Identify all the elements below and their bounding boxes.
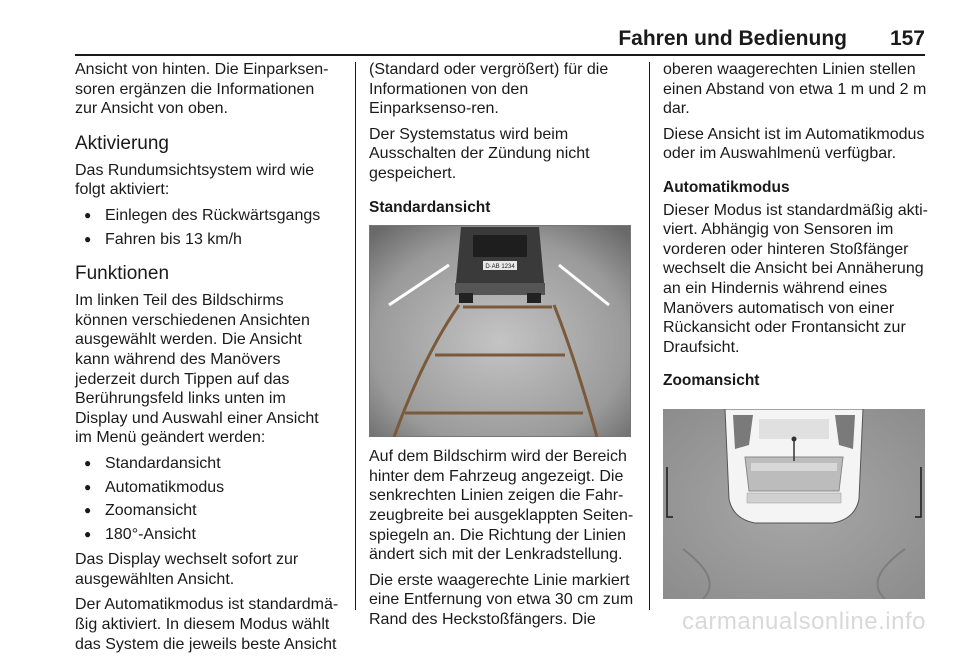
car-top-view — [725, 409, 863, 523]
license-plate: D·AB 1234 — [485, 264, 515, 271]
zoom-view-figure — [663, 409, 925, 599]
paragraph: Ansicht von hinten. Die Einparksen-soren ergänzen die Informationen zur Ansicht von oben. — [75, 61, 329, 118]
page-header — [75, 24, 925, 54]
paragraph: Das Display wechselt sofort zur ausgewählten Ansicht. — [75, 551, 299, 588]
paragraph: Im linken Teil des Bildschirms können verschiedenen Ansichten ausgewählt werden. Die Ansicht kann während des Manövers jederzeit durch Tippen auf das Berührungsfeld links unten im Display und Auswahl einer Ansicht im Menü geändert werden: — [75, 292, 319, 447]
paragraph: Der Systemstatus wird beim Ausschalten der Zündung nicht gespeichert. — [369, 125, 590, 182]
view-list — [75, 454, 340, 544]
list-item: ● Fahren bis 13 km/h — [75, 230, 340, 250]
paragraph: Auf dem Bildschirm wird der Bereich hinter dem Fahrzeug angezeigt. Die senkrechten Linien zeigen die Fahr-zeugbreite bei ausgeklappten Seiten-spiegeln an. Die Richtung der Linien ändert sich mit der Lenkradstellung. — [369, 448, 634, 564]
paragraph: Dieser Modus ist standardmäßig akti-viert. Abhängig von Sensoren im vorderen oder hinteren Stoßfänger wechselt die Ansicht bei Annäherung an ein Hindernis während eines Manövers automatisch von einer Rückansicht oder Frontansicht zur Draufsicht. — [663, 201, 928, 356]
column-divider-1 — [355, 62, 356, 610]
column-2 — [369, 60, 634, 636]
heading-automatikmodus: Automatikmodus — [663, 178, 790, 196]
paragraph: Das Rundumsichtsystem wird wie folgt aktiviert: — [75, 161, 315, 199]
section-title: Fahren und Bedienung — [618, 27, 847, 50]
heading-aktivierung: Aktivierung — [75, 132, 169, 154]
standard-view-figure — [369, 225, 631, 437]
column-1 — [75, 60, 340, 660]
list-item: ● Einlegen des Rückwärtsgangs — [75, 206, 340, 226]
activation-list — [75, 206, 340, 249]
column-3 — [663, 60, 928, 609]
list-item: ● Standardansicht — [75, 454, 340, 474]
paragraph: Diese Ansicht ist im Automatikmodus oder im Auswahlmenü verfügbar. — [663, 125, 925, 163]
paragraph: Der Automatikmodus ist standardmä-ßig aktiviert. In diesem Modus wählt das System die jeweils beste Ansicht — [75, 596, 339, 653]
paragraph: (Standard oder vergrößert) für die Informationen von den Einparksenso-ren. — [369, 61, 609, 118]
paragraph: oberen waagerechten Linien stellen einen Abstand von etwa 1 m und 2 m dar. — [663, 61, 927, 118]
paragraph: Die erste waagerechte Linie markiert eine Entfernung von etwa 30 cm zum Rand des Heckstoßfängers. Die — [369, 571, 634, 628]
list-item: ● Automatikmodus — [75, 478, 340, 498]
list-item: ● Zoomansicht — [75, 501, 340, 521]
watermark: carmanualsonline.info — [682, 608, 926, 635]
list-item: ● 180°-Ansicht — [75, 525, 340, 545]
heading-funktionen: Funktionen — [75, 263, 170, 285]
column-divider-2 — [649, 62, 650, 610]
header-rule — [75, 54, 925, 56]
heading-zoomansicht: Zoomansicht — [663, 372, 760, 390]
heading-standardansicht: Standardansicht — [369, 198, 491, 216]
page-number: 157 — [889, 27, 925, 50]
